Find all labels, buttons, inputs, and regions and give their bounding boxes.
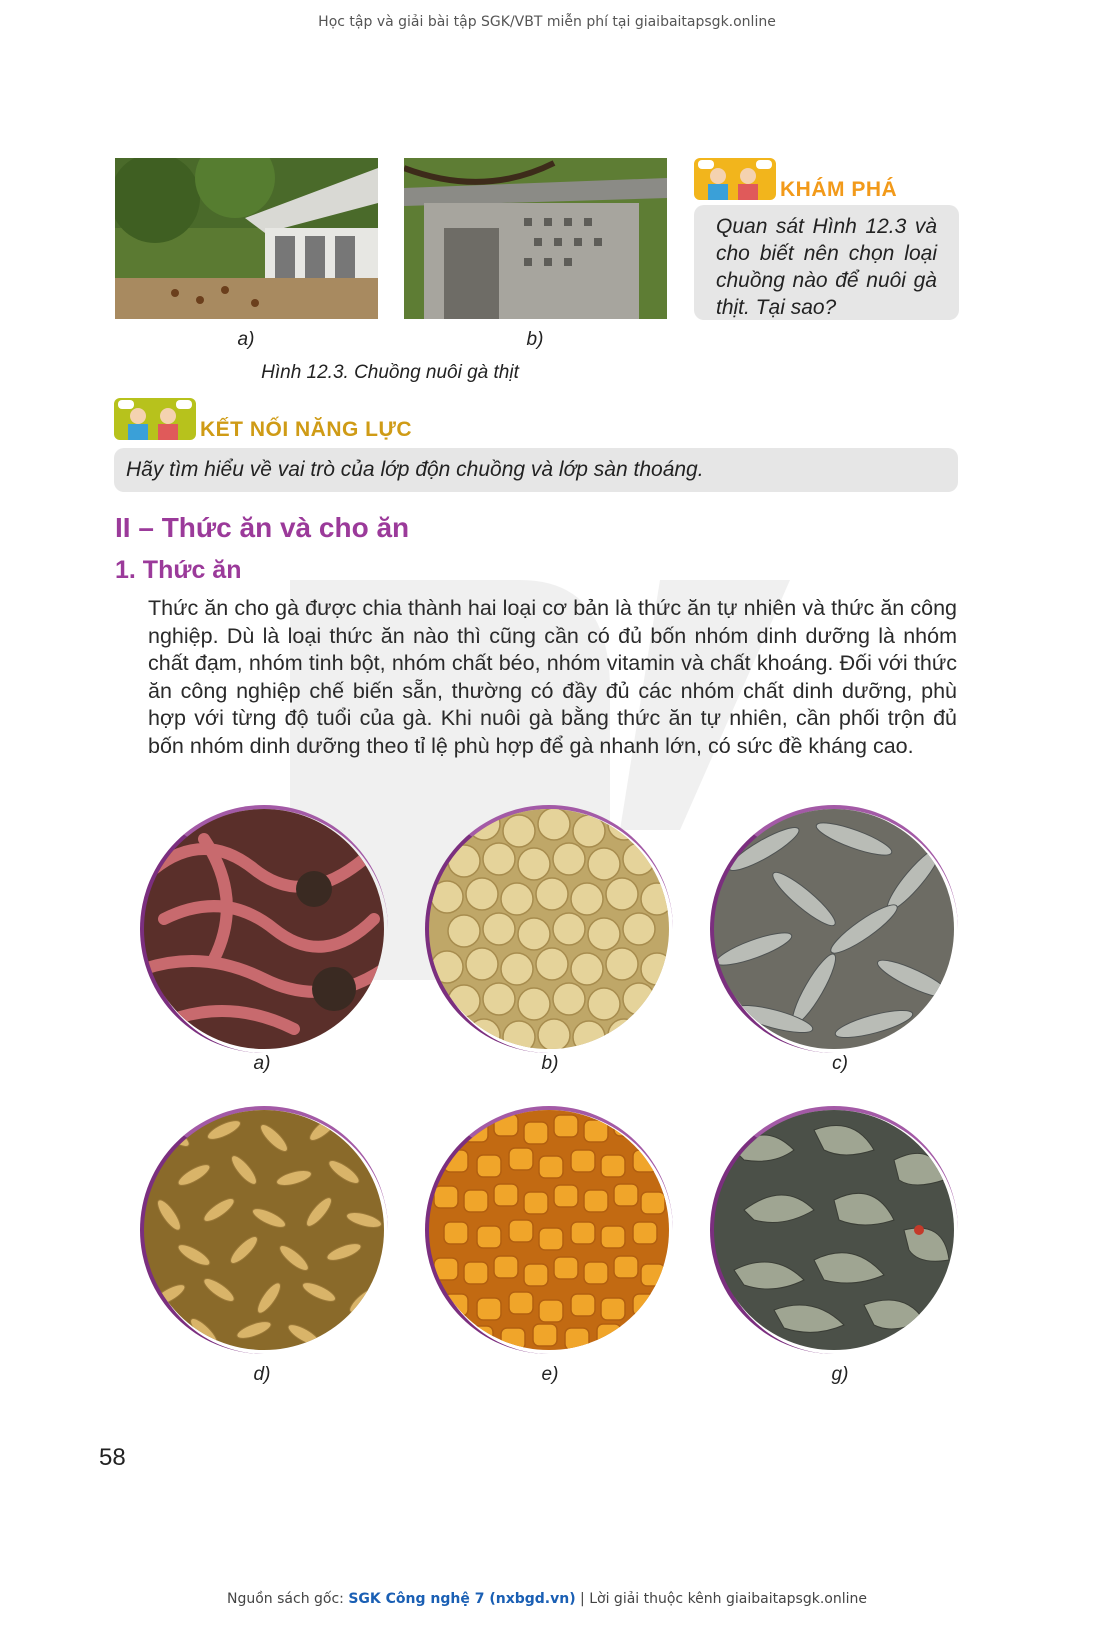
footer-suffix: | Lời giải thuộc kênh giaibaitapsgk.online (575, 1591, 867, 1607)
page-number: 58 (99, 1444, 126, 1471)
kham-pha-title: KHÁM PHÁ (780, 178, 898, 201)
food-label-e: e) (541, 1364, 559, 1385)
section-heading: II – Thức ăn và cho ăn (115, 512, 410, 543)
food-image-worms (140, 805, 388, 1053)
food-image-shrimp (710, 1106, 958, 1354)
ket-noi-text: Hãy tìm hiểu về vai trò của lớp độn chuồng và lớp sàn thoáng. (114, 448, 958, 492)
figure-label-a: a) (237, 329, 255, 350)
food-label-b: b) (541, 1053, 559, 1074)
food-image-corn-kernels (425, 1106, 673, 1354)
kham-pha-question: Quan sát Hình 12.3 và cho biết nên chọn loại chuồng nào để nuôi gà thịt. Tại sao? (694, 205, 959, 320)
footer-prefix: Nguồn sách gốc: (227, 1591, 349, 1607)
food-image-soybeans (425, 805, 673, 1053)
photo-chicken-coop-brick (404, 158, 667, 319)
food-image-small-fish (710, 805, 958, 1053)
photo-chicken-coop-open (115, 158, 378, 319)
food-label-c: c) (832, 1053, 848, 1074)
figure-caption: Hình 12.3. Chuồng nuôi gà thịt (261, 362, 519, 383)
food-image-rice-paddy (140, 1106, 388, 1354)
food-label-a: a) (253, 1053, 271, 1074)
footer-note (0, 1591, 1094, 1607)
section-paragraph: Thức ăn cho gà được chia thành hai loại cơ bản là thức ăn tự nhiên và thức ăn công nghiệp. Dù là loại thức ăn nào thì cũng cần có đủ bốn nhóm dinh dưỡng là nhóm chất đạm, nhóm tinh bột, nhóm chất béo, nhóm vitamin và chất khoáng. Đối với thức ăn công nghiệp chế biến sẵn, thường có đầy đủ các nhóm chất dinh dưỡng, phù hợp với từng độ tuổi của gà. Khi nuôi gà bằng thức ăn tự nhiên, cần phối trộn đủ bốn nhóm dinh dưỡng theo tỉ lệ phù hợp để gà nhanh lớn, có sức đề kháng cao. (148, 596, 957, 758)
food-label-g: g) (831, 1364, 849, 1385)
ket-noi-title: KẾT NỐI NĂNG LỰC (200, 418, 413, 441)
kham-pha-icon (694, 158, 776, 200)
figure-label-b: b) (526, 329, 544, 350)
ket-noi-icon (114, 398, 196, 440)
section-subheading: 1. Thức ăn (115, 556, 242, 584)
footer-source-link[interactable]: SGK Công nghệ 7 (nxbgd.vn) (348, 1591, 576, 1607)
header-note: Học tập và giải bài tập SGK/VBT miễn phí tại giaibaitapsgk.online (318, 14, 776, 30)
food-label-d: d) (253, 1364, 271, 1385)
